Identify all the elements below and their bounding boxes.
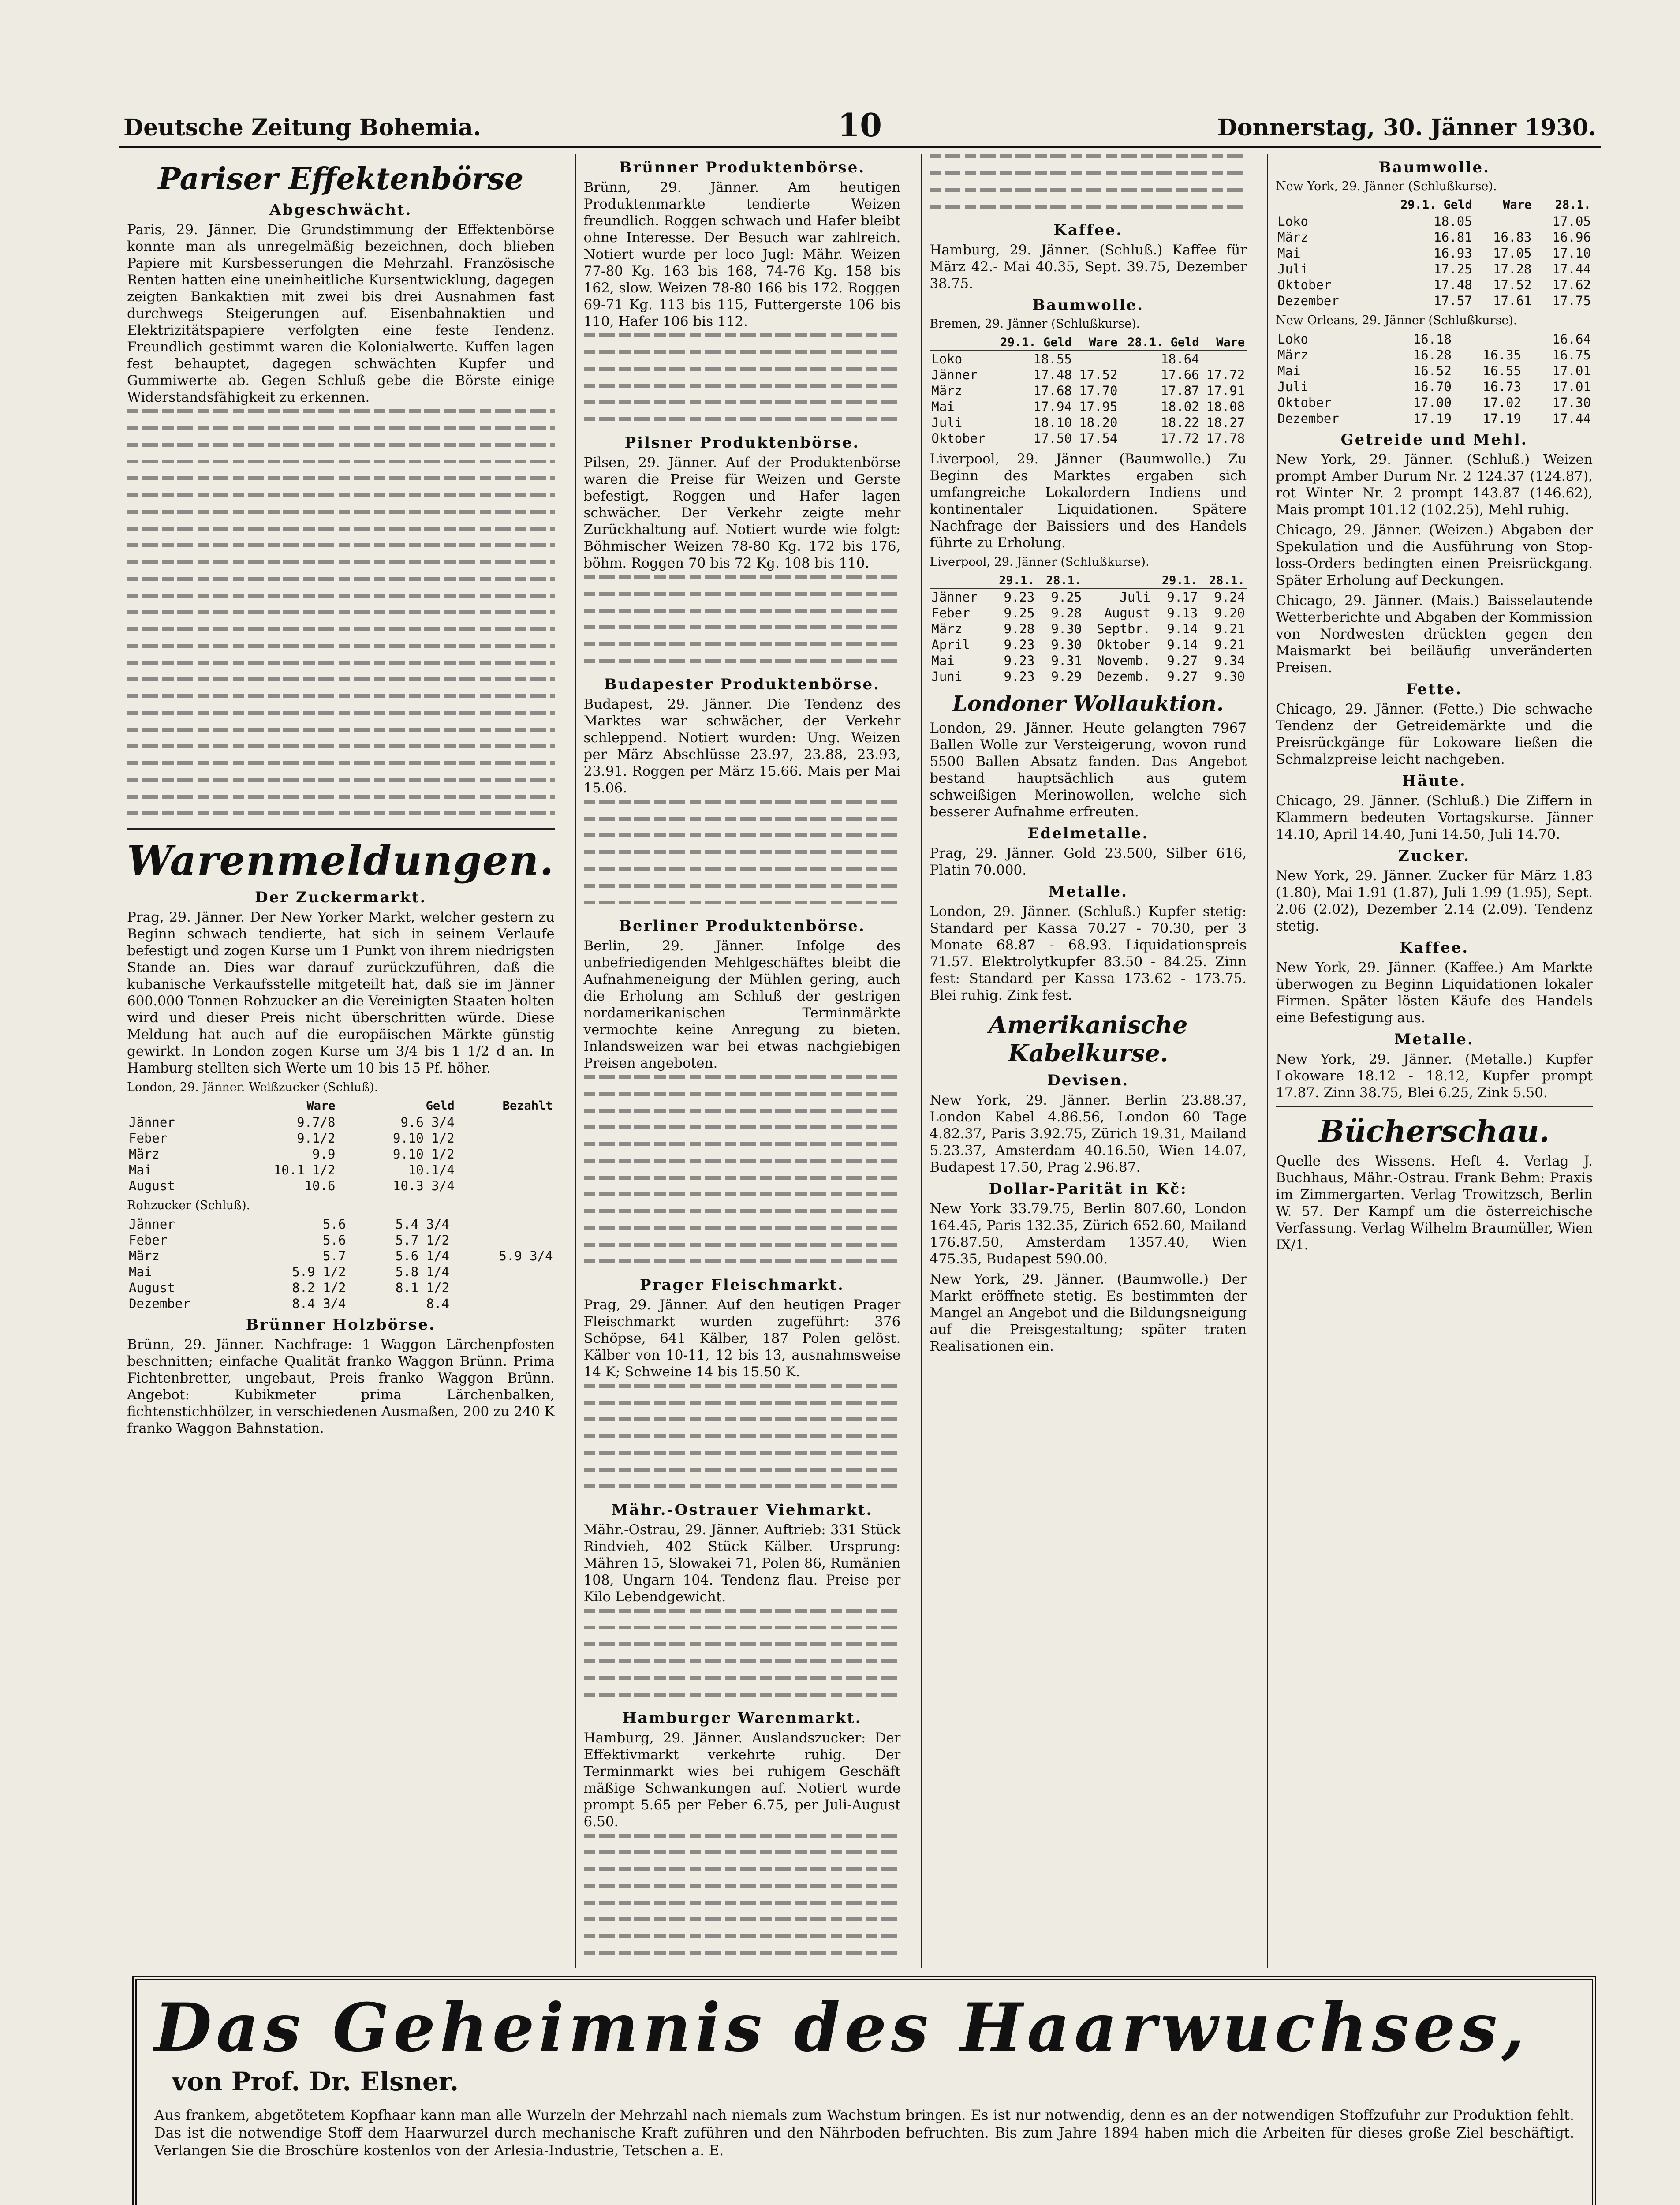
subtitle-pilsen: Pilsner Produktenbörse. [624, 434, 860, 452]
table-row: März 16.81 16.83 16.96 [1277, 230, 1591, 245]
edelmetalle-article: Prag, 29. Jänner. Gold 23.500, Silber 616, Platin 70.000. [930, 845, 1247, 878]
ad-author: von Prof. Dr. Elsner. [172, 2067, 459, 2097]
table-row: Jänner 9.23 9.25 Juli 9.17 9.24 [931, 590, 1245, 605]
subtitle-fleischmarkt: Prager Fleischmarkt. [640, 1276, 844, 1294]
table-row: Juli 16.70 16.73 17.01 [1277, 379, 1591, 394]
liverpool-label: Liverpool, 29. Jänner (Schlußkurse). [930, 555, 1150, 569]
subtitle-hamburg: Hamburger Warenmarkt. [622, 1709, 862, 1727]
subtitle-edelmetalle: Edelmetalle. [1027, 825, 1149, 842]
table-row: Dezember 17.19 17.19 17.44 [1277, 411, 1591, 426]
metalle-ny-article: New York, 29. Jänner. (Metalle.) Kupfer Lokoware 18.12 - 18.12, Kupfer prompt 17.87. Zinn 38.75, Blei 6.25, Zink 5.50. [1276, 1051, 1593, 1101]
table-row: Feber 9.25 9.28 August 9.13 9.20 [931, 605, 1245, 620]
table-row: Mai 16.93 17.05 17.10 [1277, 246, 1591, 261]
section-title-wollauktion: Londoner Wollauktion. [952, 691, 1224, 716]
issue-date: Donnerstag, 30. Jänner 1930. [1217, 114, 1596, 141]
column-2 [575, 154, 909, 1968]
buecherschau-article: Quelle des Wissens. Heft 4. Verlag J. Buchhaus, Mähr.-Ostrau. Frank Behm: Praxis im Zimmergarten. Verlag Trowitzsch, Berlin W. 57. Der Kampf um die österreichische Verfassung. Verlag Wilhelm Braumüller, Wien IX/1. [1276, 1153, 1593, 1253]
ny-cotton-label: New York, 29. Jänner (Schlußkurse). [1276, 179, 1497, 193]
table-row: Loko 18.55 18.64 [931, 351, 1199, 366]
chicago-weizen-article: Chicago, 29. Jänner. (Weizen.) Abgaben der Spekulation und die Ausführung von Stop-loss-Orders bedingten einen Preisrückgang. Später Erholung auf Deckungen. [1276, 522, 1593, 588]
hamburg-article: Hamburg, 29. Jänner. Auslandszucker: Der Effektivmarkt verkehrte ruhig. Der Terminmarkt wies bei ruhigem Geschäft mäßige Schwankungen auf. Notiert wurde prompt 5.65 per Feber 6.75, per Juli-August 6.50. [583, 1730, 901, 1830]
subtitle-viehmarkt: Mähr.-Ostrauer Viehmarkt. [611, 1501, 873, 1519]
subtitle-fette: Fette. [1406, 680, 1462, 698]
advertisement-box [132, 1976, 1596, 2205]
article-columns [119, 154, 1601, 1949]
table-row: Mai 5.9 1/2 5.8 1/4 [129, 1264, 449, 1279]
table-row: Oktober 17.48 17.52 17.62 [1277, 277, 1591, 292]
subtitle-baumwolle-ny: Baumwolle. [1378, 159, 1490, 176]
section-title-paris: Pariser Effektenbörse [158, 161, 524, 197]
orleans-cotton-table [1276, 331, 1593, 426]
subtitle-kaffee: Kaffee. [1053, 221, 1123, 239]
table-header: Geld [337, 1098, 456, 1114]
subtitle-dollar-paritaet: Dollar-Parität in Kč: [989, 1180, 1187, 1198]
subtitle-baumwolle: Baumwolle. [1032, 296, 1144, 314]
haeute-article: Chicago, 29. Jänner. (Schluß.) Die Ziffern in Klammern bedeuten Vortagskurse. Jänner 14.10, April 14.40, Juni 14.50, Juli 14.70. [1276, 793, 1593, 842]
table-row: Feber 9.1/2 9.10 1/2 [129, 1131, 455, 1146]
subtitle-getreide: Getreide und Mehl. [1340, 431, 1528, 448]
wolle-article: London, 29. Jänner. Heute gelangten 7967 Ballen Wolle zur Versteigerung, wovon rund 5500 Ballen Absatz fanden. Das Angebot bestand hauptsächlich aus gutem schweißigen Merinowollen, welche sich besserer Aufnahme erfreuten. [930, 720, 1247, 820]
table-row: Mai 16.52 16.55 17.01 [1277, 363, 1591, 378]
subtitle-zucker: Der Zuckermarkt. [255, 889, 427, 906]
running-head [119, 106, 1601, 148]
paris-article: Paris, 29. Jänner. Die Grundstimmung der Effektenbörse konnte man als unregelmäßig bezeichnen, doch blieben Papiere mit Kursbesserungen die Mehrzahl. Französische Renten hatten eine uneinheitliche Kursentwicklung, dagegen zeigten Bankaktien mit zwei bis drei Ausnahmen fast durchwegs Steigerungen auf. Eisenbahnaktien und Elektrizitätspapiere verfolgten eine feste Tendenz. Freundlich gestimmt waren die Kolonialwerte. Kuffen lagen fest behauptet, dagegen schwächten Kupfer und Gummiwerte ab. Gegen Schluß gebe die Börste einige Widerstandsfähigkeit zu erkennen. [127, 222, 555, 405]
fette-article: Chicago, 29. Jänner. (Fette.) Die schwache Tendenz der Getreidemärkte und die Preisrückgänge für Lokoware ließen die Schmalzpreise leicht nachgeben. [1276, 701, 1593, 767]
table-row: Mai 17.94 17.95 18.02 18.08 [931, 399, 1245, 414]
table-header: Ware [218, 1098, 337, 1114]
column-1 [119, 154, 563, 1968]
table-row: März 9.28 9.30 Septbr. 9.14 9.21 [931, 621, 1245, 636]
table-row: März 5.7 5.6 1/4 5.9 3/4 [129, 1248, 553, 1263]
subtitle-kaffee-ny: Kaffee. [1400, 939, 1469, 957]
table-row: März 9.9 9.10 1/2 [129, 1147, 455, 1162]
ny-cotton-table: 29.1. Geld Ware 28.1. Loko 18.05 17.05 März 16.81 16.83 16.96 Mai 16.93 17.05 17.10 Juli 17.25 17.28 17.44 Oktober 17.48 17.52 17.62 Dezember 17.57 17.61 17.75 [1276, 197, 1593, 309]
table-row: Jänner 9.7/8 9.6 3/4 [129, 1115, 455, 1130]
subtitle-haeute: Häute. [1402, 772, 1467, 790]
table-header [127, 1098, 218, 1114]
table-row: Juni 9.23 9.29 Dezemb. 9.27 9.30 [931, 669, 1245, 684]
table-row: August 10.6 10.3 3/4 [129, 1178, 455, 1193]
stock-quotes-block [127, 409, 555, 815]
subtitle-brunn: Brünner Produktenbörse. [619, 159, 866, 176]
column-4 [1267, 154, 1601, 1968]
liverpool-article: Liverpool, 29. Jänner (Baumwolle.) Zu Beginn des Marktes ergaben sich umfangreiche Lokalordern Indiens und kontinentaler Liquidationen. Spätere Nachfrage der Baissiers und des Handels führte zu Erholung. [930, 451, 1247, 551]
kaffee-ny-article: New York, 29. Jänner. (Kaffee.) Am Markte überwogen zu Beginn Liquidationen lokaler Firmen. Später lösten Käufe des Handels eine Befestigung aus. [1276, 960, 1593, 1026]
subtitle-budapest: Budapester Produktenbörse. [604, 676, 881, 693]
fleisch-article: Prag, 29. Jänner. Auf den heutigen Prager Fleischmarkt wurden zugeführt: 376 Schöpse, 641 Kälber, 187 Polen gelöst. Kälber von 10-11, 12 bis 13, ausnahmsweise 14 K; Schweine 14 bis 15.50 K. [583, 1297, 901, 1380]
section-title-kabelkurse: Amerikanische Kabelkurse. [989, 1011, 1188, 1067]
table-row: Juli 18.10 18.20 18.22 18.27 [931, 415, 1245, 430]
subtitle-paris: Abgeschwächt. [269, 201, 412, 219]
liverpool-table: 29.1. 28.1. 29.1. 28.1. Jänner 9.23 9.25 Juli 9.17 9.24 Feber 9.25 9.28 August 9.13 9.20 März 9.28 9.30 Septbr. 9.14 9.21 April 9.23 9.30 Oktober 9.14 9.21 Mai 9.23 9.31 Novemb. 9.27 9.34 Juni 9.23 9.29 Dezemb. 9.27 9.30 [930, 573, 1247, 684]
orleans-cotton-label: New Orleans, 29. Jänner (Schlußkurse). [1276, 314, 1517, 327]
ad-title: Das Geheimnis des Haarwuchses, [154, 1989, 1529, 2067]
table-row: Loko 16.18 16.64 [1277, 332, 1591, 347]
table-row: Mai 10.1 1/2 10.1/4 [129, 1162, 455, 1177]
table-row: Juli 17.25 17.28 17.44 [1277, 262, 1591, 277]
table-row: April 9.23 9.30 Oktober 9.14 9.21 [931, 637, 1245, 652]
column-3 [921, 154, 1254, 1968]
table-row: Loko 18.05 17.05 [1277, 214, 1591, 229]
getreide-article: New York, 29. Jänner. (Schluß.) Weizen prompt Amber Durum Nr. 2 124.37 (124.87), rot Winter Nr. 2 prompt 143.87 (146.62), Mais prompt 101.12 (102.25), Mehl ruhig. [1276, 452, 1593, 518]
london-sugar-label: London, 29. Jänner. Weißzucker (Schluß). [127, 1080, 378, 1094]
rohzucker-label: Rohzucker (Schluß). [127, 1199, 250, 1212]
table-row: März 17.68 17.70 17.87 17.91 [931, 383, 1245, 398]
subtitle-zucker-ny: Zucker. [1398, 847, 1471, 865]
table-row: Mai 9.23 9.31 Novemb. 9.27 9.34 [931, 653, 1245, 668]
subtitle-devisen: Devisen. [1047, 1072, 1129, 1089]
divider [127, 828, 555, 830]
dollar-article: New York 33.79.75, Berlin 807.60, London 164.45, Paris 132.35, Zürich 652.60, Mailand 176.87.50, Amsterdam 1357.40, Wien 475.35, Budapest 590.00. [930, 1201, 1247, 1267]
brunn-article: Brünn, 29. Jänner. Am heutigen Produktenmarkte tendierte Weizen freundlich. Roggen schwach und Hafer bleibt ohne Interesse. Der Besuch war zahlreich. Notiert wurde per loco Jugl: Mähr. Weizen 77-80 Kg. 163 bis 168, 74-76 Kg. 158 bis 162, slow. Weizen 78-80 166 bis 172. Roggen 69-71 Kg. 113 bis 115, Futtergerste 106 bis 110, Hafer 106 bis 112. [583, 179, 901, 329]
vieh-article: Mähr.-Ostrau, 29. Jänner. Auftrieb: 331 Stück Rindvieh, 402 Stück Kälber. Ursprung: Mähren 15, Slowakei 71, Polen 86, Rumänien 108, Ungarn 104. Tendenz flau. Preise per Kilo Lebendgewicht. [583, 1522, 901, 1605]
subtitle-metalle-ny: Metalle. [1394, 1031, 1474, 1048]
table-row: Dezember 17.57 17.61 17.75 [1277, 293, 1591, 308]
zucker-article: Prag, 29. Jänner. Der New Yorker Markt, welcher gestern zu Beginn schwach tendierte, hat sich in seinem Verlaufe befestigt und zogen Kurse um 1 Punkt von ihrem niedrigsten Stande an. Dies war darauf zurückzuführen, daß die kubanische Verkaufsstelle mitgeteilt hat, daß sie im Jänner 600.000 Tonnen Rohzucker an die Vereinigten Staaten holten wird und dieser Preis nicht überschritten würde. Diese Meldung hat auch auf die europäischen Märkte günstig gewirkt. In London zogen Kurse um 3/4 bis 1 1/2 d an. In Hamburg stellten sich Werte um 10 bis 15 Pf. höher. [127, 909, 555, 1076]
table-row: Feber 5.6 5.7 1/2 [129, 1233, 449, 1248]
chicago-mais-article: Chicago, 29. Jänner. (Mais.) Baisselautende Wetterberichte und Abgaben der Kommission von Nordwesten drückten gegen den Maismarkt bei beiläufig unveränderten Preisen. [1276, 593, 1593, 676]
subtitle-holzboerse: Brünner Holzbörse. [246, 1316, 436, 1334]
baumwolle-ny-article: New York, 29. Jänner. (Baumwolle.) Der Markt eröffnete stetig. Es bestimmten der Mangel an Angebot und die Bildungsneigung auf die Preisgestaltung; später traten Realisationen ein. [930, 1271, 1247, 1354]
page-number: 10 [837, 106, 882, 144]
newspaper-name: Deutsche Zeitung Bohemia. [123, 114, 481, 141]
budapest-article: Budapest, 29. Jänner. Die Tendenz des Marktes war schwächer, der Verkehr schleppend. Notiert wurden: Ung. Weizen per März Abschlüsse 23.97, 23.88, 23.93, 23.91. Roggen per März 15.66. Mais per Mai 15.06. [583, 696, 901, 796]
table-row: Oktober 17.50 17.54 17.72 17.78 [931, 431, 1245, 446]
table-row: Jänner 17.48 17.52 17.66 17.72 [931, 367, 1245, 382]
rohzucker-table [127, 1216, 555, 1312]
london-sugar-table [127, 1098, 555, 1194]
section-title-buecherschau: Bücherschau. [1319, 1114, 1550, 1149]
table-row: Dezember 8.4 3/4 8.4 [129, 1296, 449, 1311]
table-row: März 16.28 16.35 16.75 [1277, 348, 1591, 363]
bremen-label: Bremen, 29. Jänner (Schlußkurse). [930, 317, 1140, 331]
berlin-article: Berlin, 29. Jänner. Infolge des unbefriedigenden Mehlgeschäftes bleibt die Aufnahmeneigung der Mühlen gering, auch die Erholung am Schluß der gestrigen nordamerikanischen Terminmärkte vermochte keine Anregung zu bieten. Inlandsweizen war bei etwas nachgiebigen Preisen angeboten. [583, 938, 901, 1071]
kaffee-article: Hamburg, 29. Jänner. (Schluß.) Kaffee für März 42.- Mai 40.35, Sept. 39.75, Dezember 38.75. [930, 242, 1247, 292]
subtitle-berlin: Berliner Produktenbörse. [619, 917, 866, 935]
subtitle-metalle: Metalle. [1048, 883, 1128, 901]
devisen-article: New York, 29. Jänner. Berlin 23.88.37, London Kabel 4.86.56, London 60 Tage 4.82.37, Paris 3.92.75, Zürich 19.31, Mailand 5.23.37, Amsterdam 40.16.50, Wien 14.07, Budapest 17.50, Prag 2.96.87. [930, 1092, 1247, 1175]
metalle-article: London, 29. Jänner. (Schluß.) Kupfer stetig: Standard per Kassa 70.27 - 70.30, per 3 Monate 68.87 - 68.93. Liquidationspreis 71.57. Elektrolytkupfer 83.50 - 84.25. Zinn fest: Standard per Kassa 173.62 - 173.75. Blei ruhig. Zink fest. [930, 904, 1247, 1003]
ad-text: Aus frankem, abgetötetem Kopfhaar kann man alle Wurzeln der Mehrzahl nach niemals zum Wachstum bringen. Es ist nur notwendig, denn es an der notwendigen Stoffzufuhr zur Produktion fehlt. Das ist die notwendige Stoff dem Haarwurzel durch mechanische Kraft zuführen und den Nährboden befruchten. Bis zum Jahre 1894 haben mich die Arbeiten für dieses große Ziel beschäftigt. Verlangen Sie die Broschüre kostenlos von der Arlesia-Industrie, Tetschen a. E. [154, 2107, 1574, 2159]
table-row: August 8.2 1/2 8.1 1/2 [129, 1280, 449, 1295]
bremen-table: 29.1. Geld Ware 28.1. Geld Ware Loko 18.55 18.64 Jänner 17.48 17.52 17.66 17.72 März 17.68 17.70 17.87 17.91 Mai 17.94 17.95 18.02 18.08 Juli 18.10 18.20 18.22 18.27 Oktober 17.50 17.54 17.72 17.78 [930, 335, 1247, 446]
table-row: Oktober 17.00 17.02 17.30 [1277, 395, 1591, 410]
zucker-ny-article: New York, 29. Jänner. Zucker für März 1.83 (1.80), Mai 1.91 (1.87), Juli 1.99 (1.95), Sept. 2.06 (2.02), Dezember 2.14 (2.09). Tendenz stetig. [1276, 868, 1593, 934]
section-title-warenmeldungen: Warenmeldungen. [127, 837, 555, 884]
holz-article: Brünn, 29. Jänner. Nachfrage: 1 Waggon Lärchenpfosten beschnitten; einfache Qualität franko Waggon Brünn. Prima Fichtenbretter, ungebaut, Preis franko Waggon Brünn. Angebot: Kubikmeter prima Lärchenbalken, fichtenstichhölzer, in verschiedenen Ausmaßen, 200 zu 240 K franko Waggon Bahnstation. [127, 1337, 555, 1436]
table-row: Jänner 5.6 5.4 3/4 [129, 1217, 449, 1232]
table-header: Bezahlt [456, 1098, 555, 1114]
pilsen-article: Pilsen, 29. Jänner. Auf der Produktenbörse waren die Preise für Weizen und Gerste befestigt, Roggen und Hafer lagen schwächer. Der Verkehr zeigte mehr Zurückhaltung auf. Notiert wurde wie folgt: Böhmischer Weizen 78-80 Kg. 172 bis 176, böhm. Roggen 70 bis 72 Kg. 108 bis 110. [583, 455, 901, 571]
